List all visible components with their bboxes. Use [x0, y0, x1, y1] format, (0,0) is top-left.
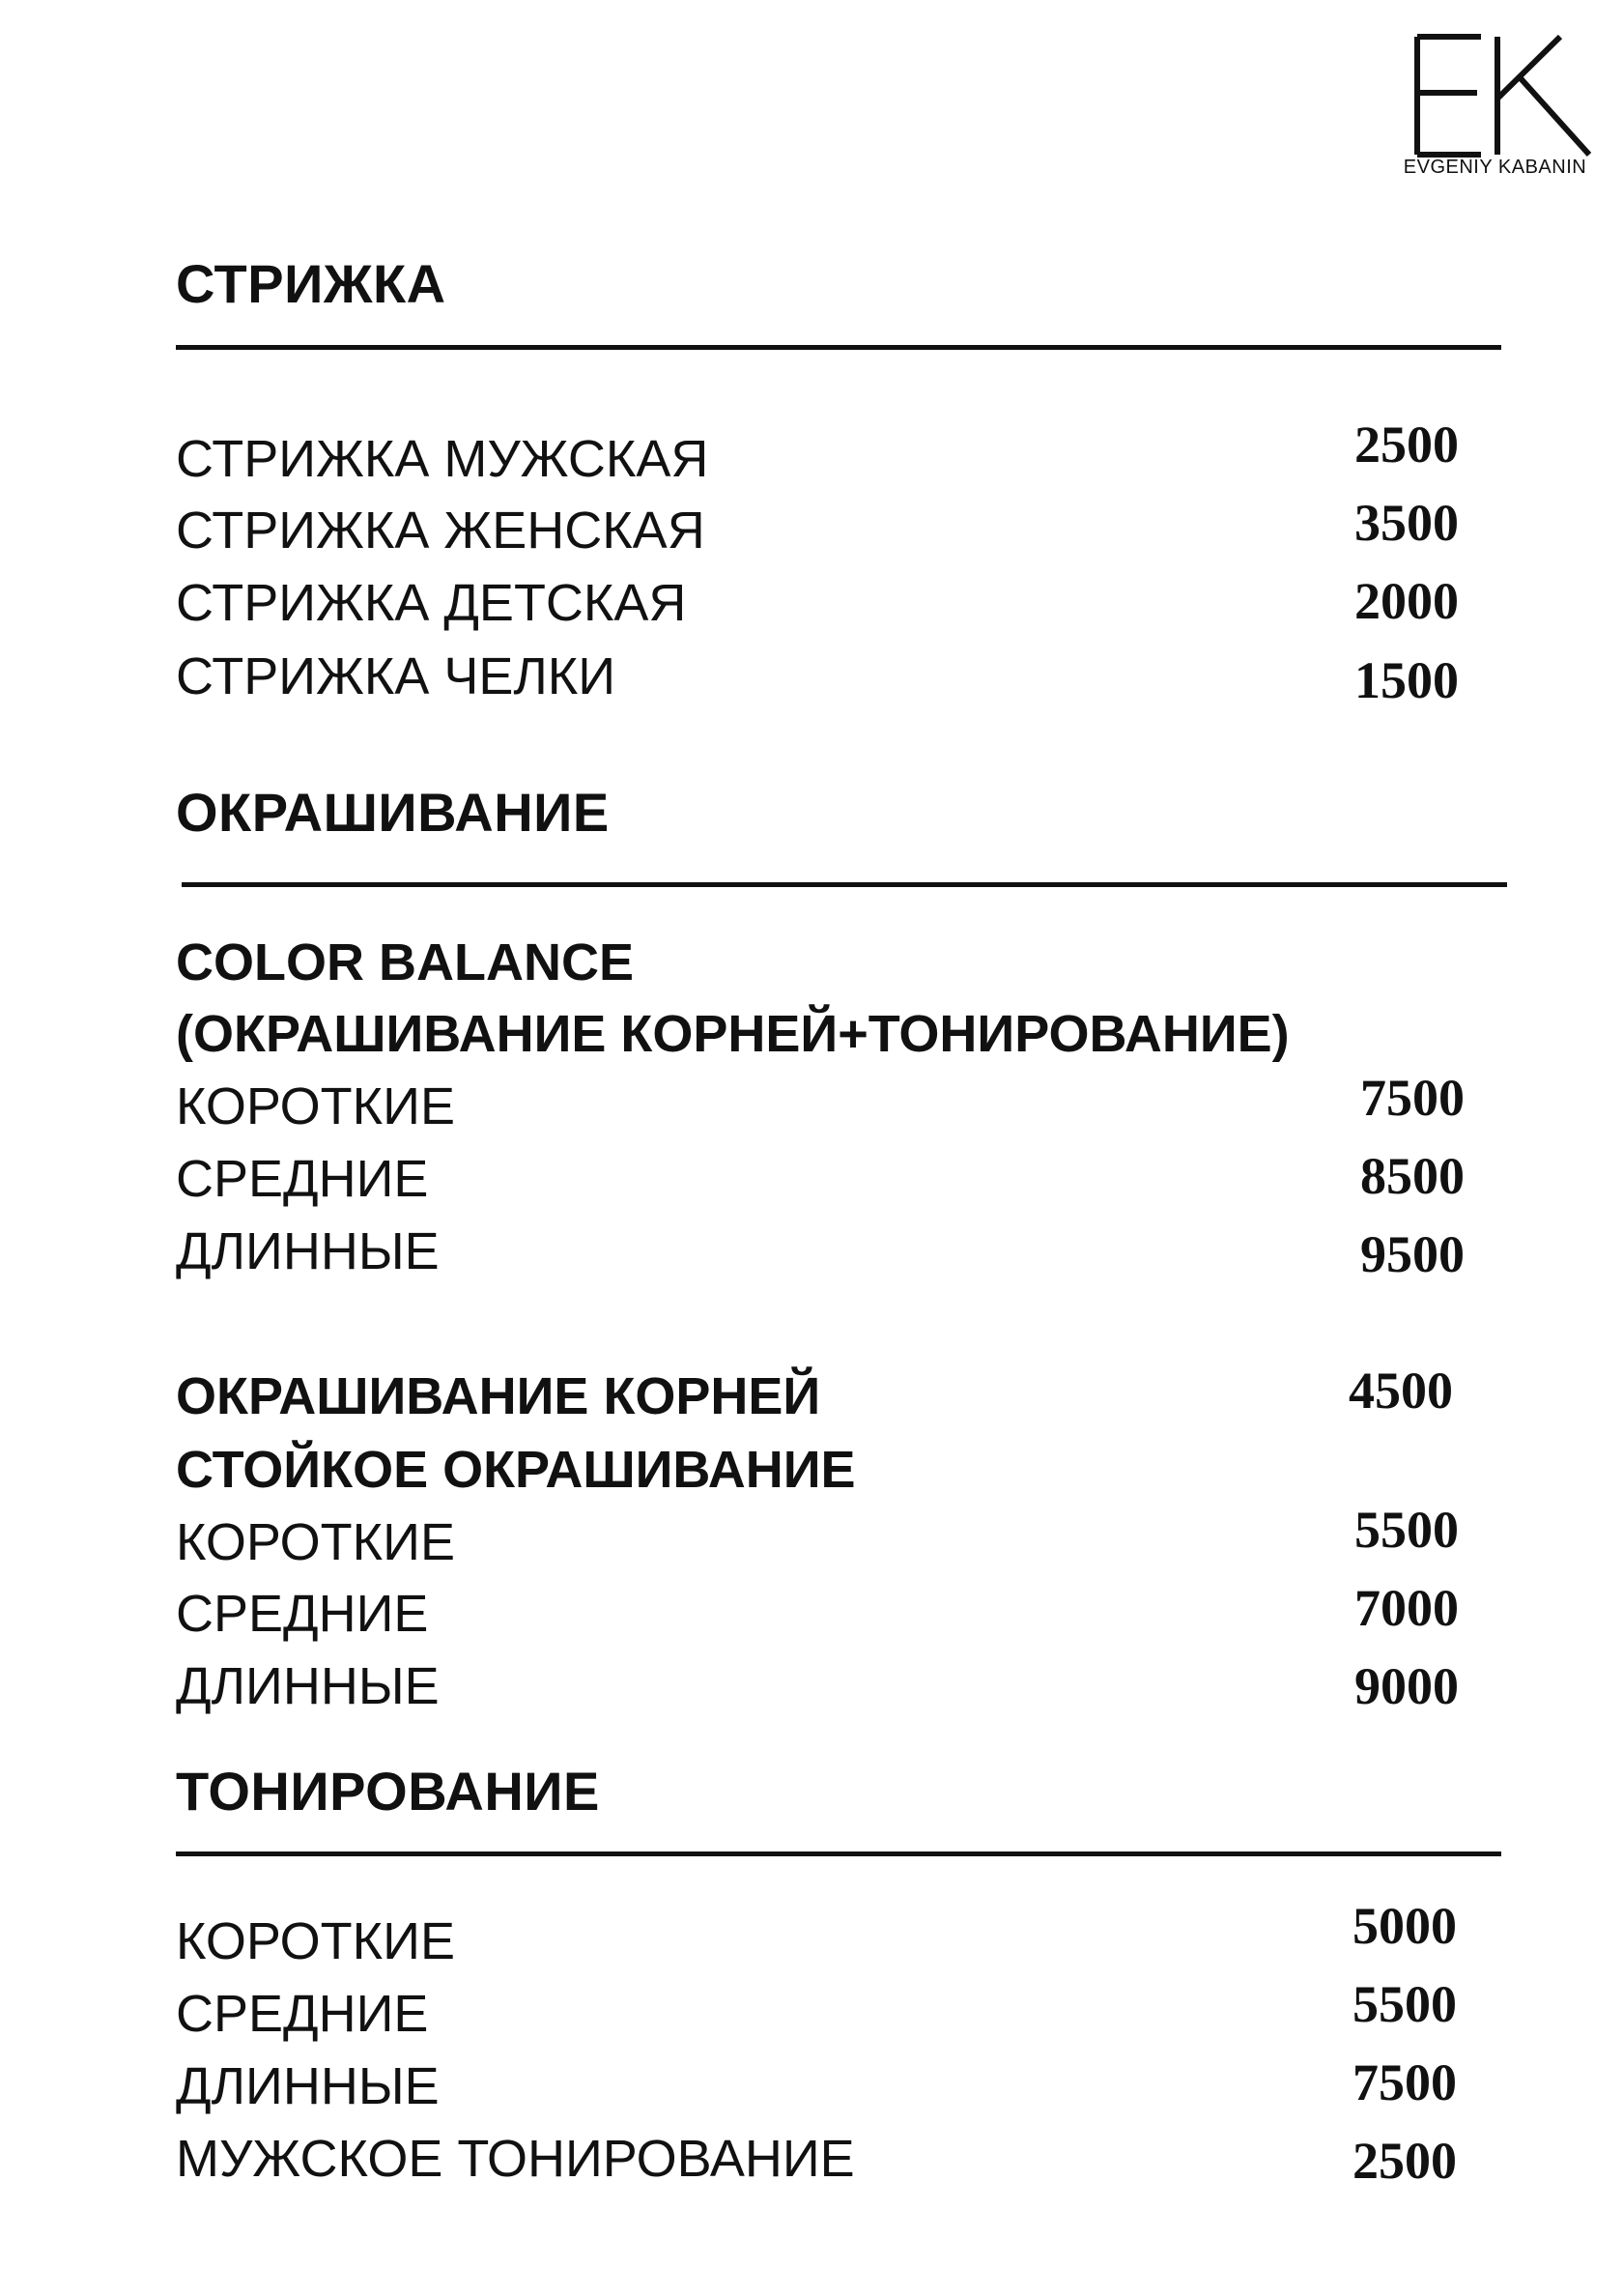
section-title-toning: ТОНИРОВАНИЕ	[176, 1761, 600, 1822]
price-item-value: 9500	[1360, 1225, 1465, 1283]
subsection-title-color-balance: COLOR BALANCE	[176, 933, 634, 991]
price-item-label: КОРОТКИЕ	[176, 1513, 455, 1571]
price-item-label: СРЕДНИЕ	[176, 1585, 429, 1643]
price-item-label: СТРИЖКА ЧЕЛКИ	[176, 647, 616, 705]
price-item-value: 5500	[1352, 1975, 1457, 2033]
price-item-value: 5000	[1352, 1897, 1457, 1955]
price-item-value: 5500	[1354, 1501, 1459, 1559]
price-item-label: ДЛИННЫЕ	[176, 1657, 440, 1715]
price-item-label: СРЕДНИЕ	[176, 1985, 429, 2043]
price-item-value: 3500	[1354, 494, 1459, 552]
section-divider	[176, 1851, 1501, 1856]
subsection-title-permanent: СТОЙКОЕ ОКРАШИВАНИЕ	[176, 1441, 856, 1499]
price-item-value: 2500	[1352, 2132, 1457, 2190]
price-item-label: СТРИЖКА МУЖСКАЯ	[176, 430, 709, 488]
subsection-subtitle-color-balance: (ОКРАШИВАНИЕ КОРНЕЙ+ТОНИРОВАНИЕ)	[176, 1005, 1290, 1063]
price-item-value: 2000	[1354, 572, 1459, 630]
logo-ek-mark	[1406, 29, 1599, 164]
price-item-value: 7000	[1354, 1579, 1459, 1637]
price-item-label: МУЖСКОЕ ТОНИРОВАНИЕ	[176, 2130, 855, 2188]
price-item-value: 2500	[1354, 416, 1459, 474]
price-item-label: КОРОТКИЕ	[176, 1912, 455, 1970]
price-item-label: СРЕДНИЕ	[176, 1150, 429, 1208]
brand-name: EVGENIY KABANIN	[1403, 157, 1587, 178]
price-item-label: КОРОТКИЕ	[176, 1077, 455, 1135]
section-title-haircut: СТРИЖКА	[176, 253, 446, 314]
price-item-value: 8500	[1360, 1147, 1465, 1205]
price-item-value: 9000	[1354, 1657, 1459, 1715]
price-item-label: ДЛИННЫЕ	[176, 2057, 440, 2115]
price-item-label-roots: ОКРАШИВАНИЕ КОРНЕЙ	[176, 1367, 821, 1425]
price-item-value: 7500	[1360, 1069, 1465, 1127]
price-item-value: 1500	[1354, 651, 1459, 709]
section-divider	[182, 882, 1507, 887]
price-item-label: ДЛИННЫЕ	[176, 1222, 440, 1280]
section-divider	[176, 345, 1501, 350]
price-item-value-roots: 4500	[1349, 1362, 1453, 1420]
price-item-label: СТРИЖКА ЖЕНСКАЯ	[176, 502, 705, 560]
price-item-value: 7500	[1352, 2053, 1457, 2111]
brand-logo	[1406, 29, 1599, 164]
section-title-coloring: ОКРАШИВАНИЕ	[176, 782, 610, 843]
price-item-label: СТРИЖКА ДЕТСКАЯ	[176, 574, 687, 632]
